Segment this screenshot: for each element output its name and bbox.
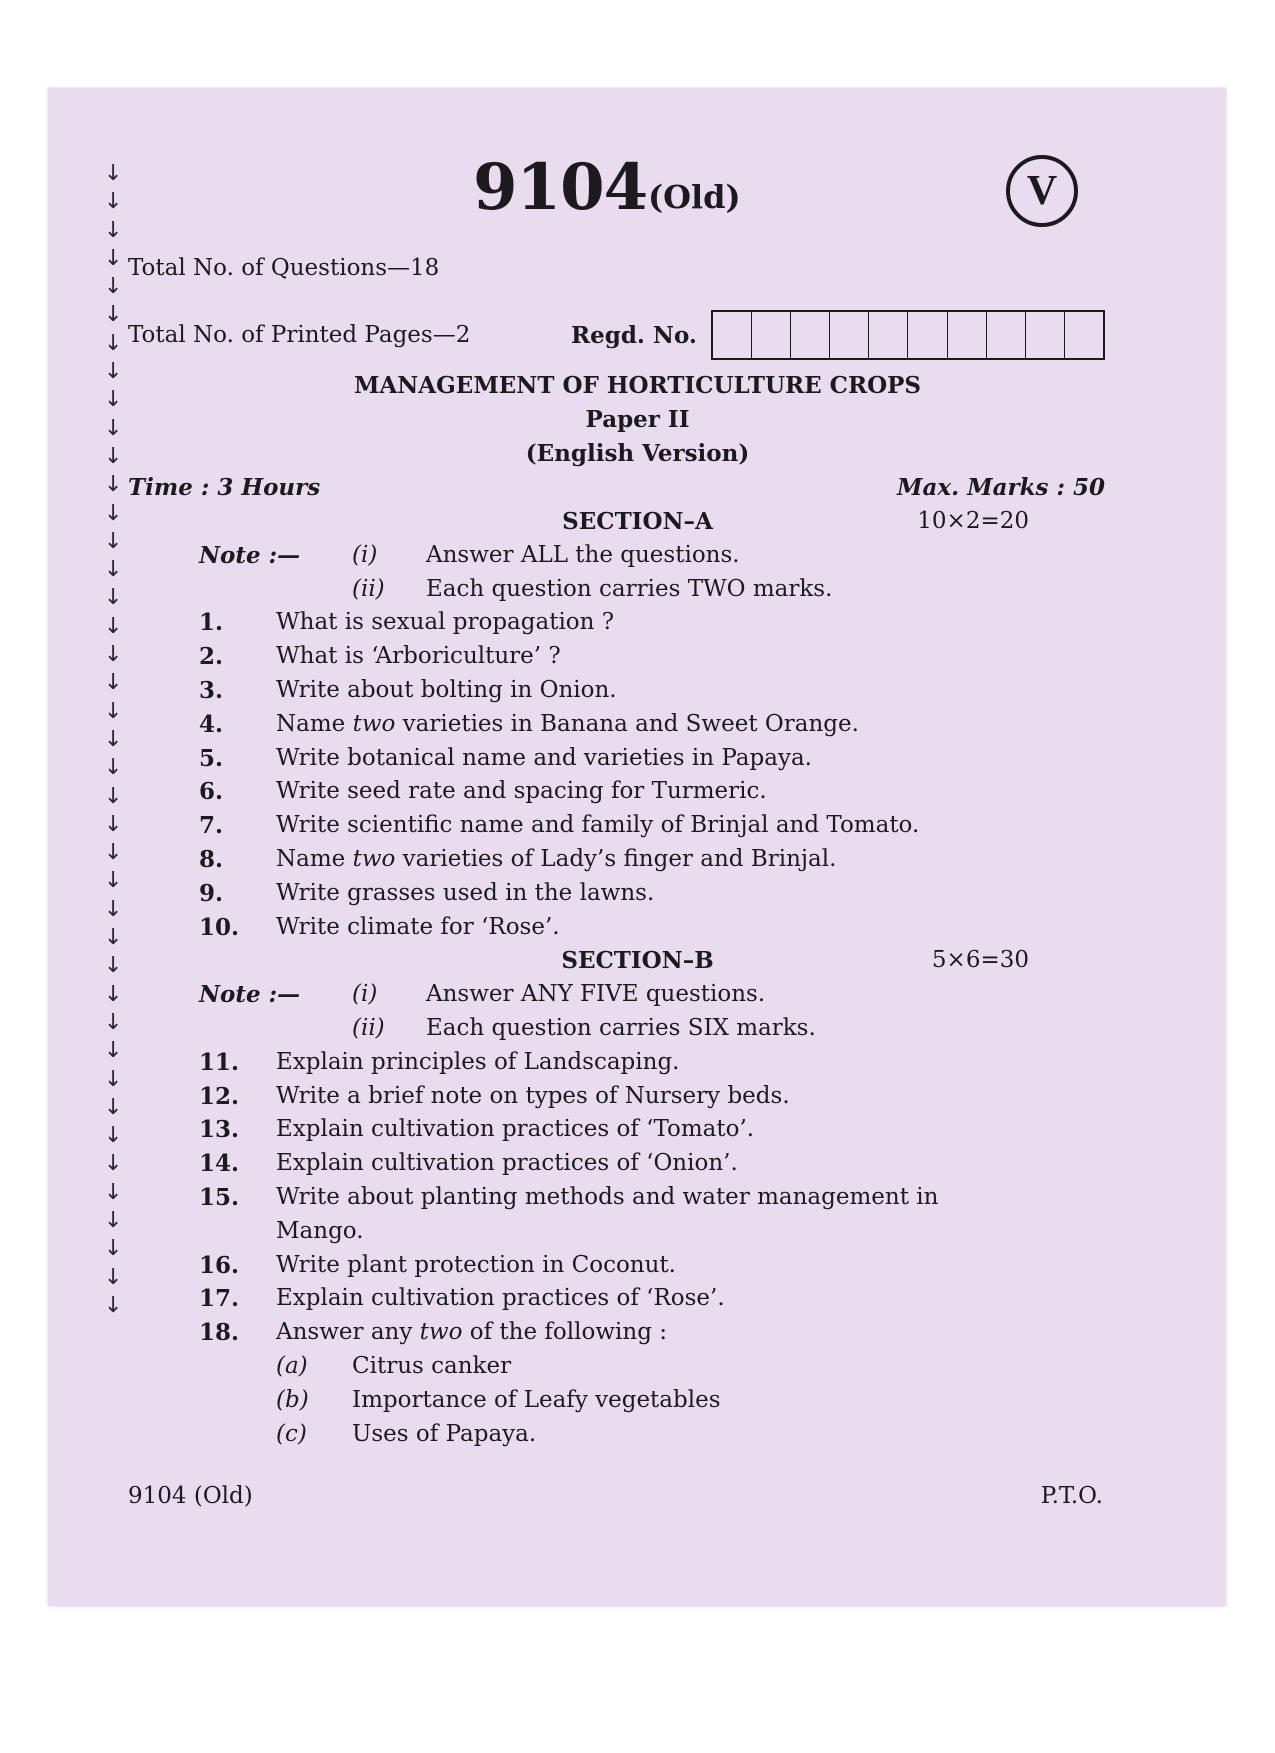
question-text: Explain cultivation practices of ‘Onion’. <box>276 1150 738 1177</box>
margin-arrow: ↓ <box>104 698 123 724</box>
subject-title: MANAGEMENT OF HORTICULTURE CROPS <box>353 372 922 399</box>
question-text: Write seed rate and spacing for Turmeric. <box>276 778 767 805</box>
margin-arrow: ↓ <box>104 359 123 385</box>
margin-arrow: ↓ <box>104 189 123 215</box>
question-number: 17. <box>199 1285 240 1313</box>
question-number: 15. <box>199 1184 240 1211</box>
question-number: 5. <box>199 744 224 772</box>
question-text-continued: Mango. <box>276 1217 364 1244</box>
margin-arrow: ↓ <box>104 1236 123 1262</box>
margin-arrow: ↓ <box>104 500 123 526</box>
section-a-heading: SECTION–A <box>562 508 713 535</box>
margin-arrow: ↓ <box>104 161 123 186</box>
question-number: 1. <box>199 609 224 637</box>
margin-arrow: ↓ <box>104 528 123 554</box>
question-number: 3. <box>199 677 224 704</box>
section-a-note-mark: (ii) <box>352 575 385 602</box>
margin-arrow: ↓ <box>104 981 123 1007</box>
margin-arrow: ↓ <box>104 1038 123 1064</box>
paper-code-suffix: (Old) <box>648 178 741 216</box>
question-text: Write grasses used in the lawns. <box>276 879 655 906</box>
question-number: 11. <box>199 1048 240 1076</box>
question-number: 12. <box>199 1082 240 1110</box>
regd-digit-box <box>948 312 987 358</box>
margin-arrow: ↓ <box>104 1207 123 1233</box>
margin-arrow: ↓ <box>104 840 123 866</box>
margin-arrow: ↓ <box>104 953 123 979</box>
question-text: Explain cultivation practices of ‘Tomato’. <box>276 1116 755 1143</box>
section-b-note-text: Answer ANY FIVE questions. <box>426 981 766 1008</box>
regd-digit-box <box>1026 312 1065 358</box>
margin-arrow: ↓ <box>104 1264 123 1290</box>
section-b-note-label: Note :— <box>199 981 301 1009</box>
section-a-marks: 10×2=20 <box>917 508 1029 534</box>
margin-arrow: ↓ <box>104 1094 123 1120</box>
margin-arrow: ↓ <box>104 274 123 300</box>
question-text: Write a brief note on types of Nursery beds. <box>276 1082 790 1109</box>
question-number: 4. <box>199 710 224 738</box>
section-b-note-mark: (ii) <box>352 1015 385 1041</box>
margin-arrow: ↓ <box>104 755 123 781</box>
total-questions: Total No. of Questions—18 <box>128 255 440 281</box>
margin-arrow: ↓ <box>104 642 123 668</box>
question-number: 9. <box>199 879 224 907</box>
question-number: 2. <box>199 643 224 671</box>
set-badge: V <box>1006 155 1078 227</box>
paper-code: 9104 <box>473 150 648 225</box>
margin-arrow: ↓ <box>104 783 123 809</box>
question-number: 13. <box>199 1116 240 1144</box>
option-text: Citrus canker <box>352 1353 512 1379</box>
question-text: Write about bolting in Onion. <box>276 677 617 703</box>
max-marks-label: Max. Marks : 50 <box>897 474 1105 501</box>
question-text: Write botanical name and varieties in Papaya. <box>276 744 812 771</box>
margin-arrow: ↓ <box>104 217 123 243</box>
total-pages: Total No. of Printed Pages—2 <box>128 322 471 348</box>
regd-number-boxes <box>711 310 1105 360</box>
section-a-note-text: Answer ALL the questions. <box>426 541 740 568</box>
section-a-note-mark: (i) <box>352 541 378 568</box>
question-number: 8. <box>199 846 224 873</box>
footer-pto: P.T.O. <box>1040 1483 1103 1509</box>
question-number: 18. <box>199 1319 240 1347</box>
question-text: Write about planting methods and water management in <box>276 1184 939 1210</box>
margin-arrow: ↓ <box>104 896 123 922</box>
margin-arrow: ↓ <box>104 1179 123 1205</box>
section-b-note-text: Each question carries SIX marks. <box>426 1015 816 1041</box>
margin-arrow: ↓ <box>104 1123 123 1149</box>
question-text: What is ‘Arboriculture’ ? <box>276 643 561 670</box>
option-text: Uses of Papaya. <box>352 1420 537 1447</box>
regd-label: Regd. No. <box>571 322 697 349</box>
margin-arrow: ↓ <box>104 1066 123 1092</box>
regd-digit-box <box>713 312 752 358</box>
margin-arrow: ↓ <box>104 1151 123 1177</box>
question-number: 10. <box>199 913 240 941</box>
margin-arrow: ↓ <box>104 613 123 639</box>
margin-arrow: ↓ <box>104 472 123 498</box>
option-mark: (b) <box>276 1386 309 1413</box>
margin-arrow: ↓ <box>104 302 123 328</box>
question-text: Name two varieties of Lady’s finger and Brinjal. <box>276 846 837 872</box>
question-text: Write climate for ‘Rose’. <box>276 913 560 940</box>
margin-arrow: ↓ <box>104 811 123 837</box>
version-label: (English Version) <box>525 440 750 467</box>
regd-digit-box <box>752 312 791 358</box>
margin-arrow: ↓ <box>104 1292 123 1318</box>
option-mark: (c) <box>276 1420 307 1447</box>
section-a-note-text: Each question carries TWO marks. <box>426 575 833 602</box>
question-text: Answer any two of the following : <box>276 1319 667 1346</box>
regd-digit-box <box>830 312 869 358</box>
section-b-note-mark: (i) <box>352 981 378 1008</box>
margin-arrow: ↓ <box>104 415 123 441</box>
question-number: 14. <box>199 1150 240 1178</box>
question-text: Explain cultivation practices of ‘Rose’. <box>276 1285 725 1312</box>
question-number: 6. <box>199 778 224 806</box>
margin-arrow: ↓ <box>104 387 123 413</box>
margin-arrow: ↓ <box>104 330 123 356</box>
section-b-marks: 5×6=30 <box>931 947 1029 974</box>
margin-arrow: ↓ <box>104 670 123 696</box>
margin-arrow: ↓ <box>104 245 123 271</box>
question-number: 7. <box>199 812 224 840</box>
regd-digit-box <box>869 312 908 358</box>
regd-digit-box <box>791 312 830 358</box>
margin-arrows <box>104 160 128 1320</box>
question-text: Explain principles of Landscaping. <box>276 1048 680 1075</box>
question-text: Name two varieties in Banana and Sweet Orange. <box>276 710 859 737</box>
question-text: What is sexual propagation ? <box>276 609 615 636</box>
margin-arrow: ↓ <box>104 925 123 951</box>
section-a-note-label: Note :— <box>199 541 301 569</box>
paper-label: Paper II <box>585 406 690 433</box>
regd-digit-box <box>1065 312 1103 358</box>
margin-arrow: ↓ <box>104 868 123 894</box>
section-b-heading: SECTION–B <box>561 947 714 975</box>
margin-arrow: ↓ <box>104 585 123 611</box>
regd-digit-box <box>987 312 1026 358</box>
margin-arrow: ↓ <box>104 443 123 469</box>
question-number: 16. <box>199 1251 240 1279</box>
time-label: Time : 3 Hours <box>128 474 321 501</box>
question-text: Write plant protection in Coconut. <box>276 1251 676 1278</box>
option-mark: (a) <box>276 1353 308 1379</box>
margin-arrow: ↓ <box>104 557 123 583</box>
regd-digit-box <box>908 312 947 358</box>
margin-arrow: ↓ <box>104 1009 123 1035</box>
footer-code: 9104 (Old) <box>128 1483 253 1509</box>
option-text: Importance of Leafy vegetables <box>352 1386 721 1413</box>
margin-arrow: ↓ <box>104 726 123 752</box>
question-text: Write scientific name and family of Brinjal and Tomato. <box>276 812 920 839</box>
